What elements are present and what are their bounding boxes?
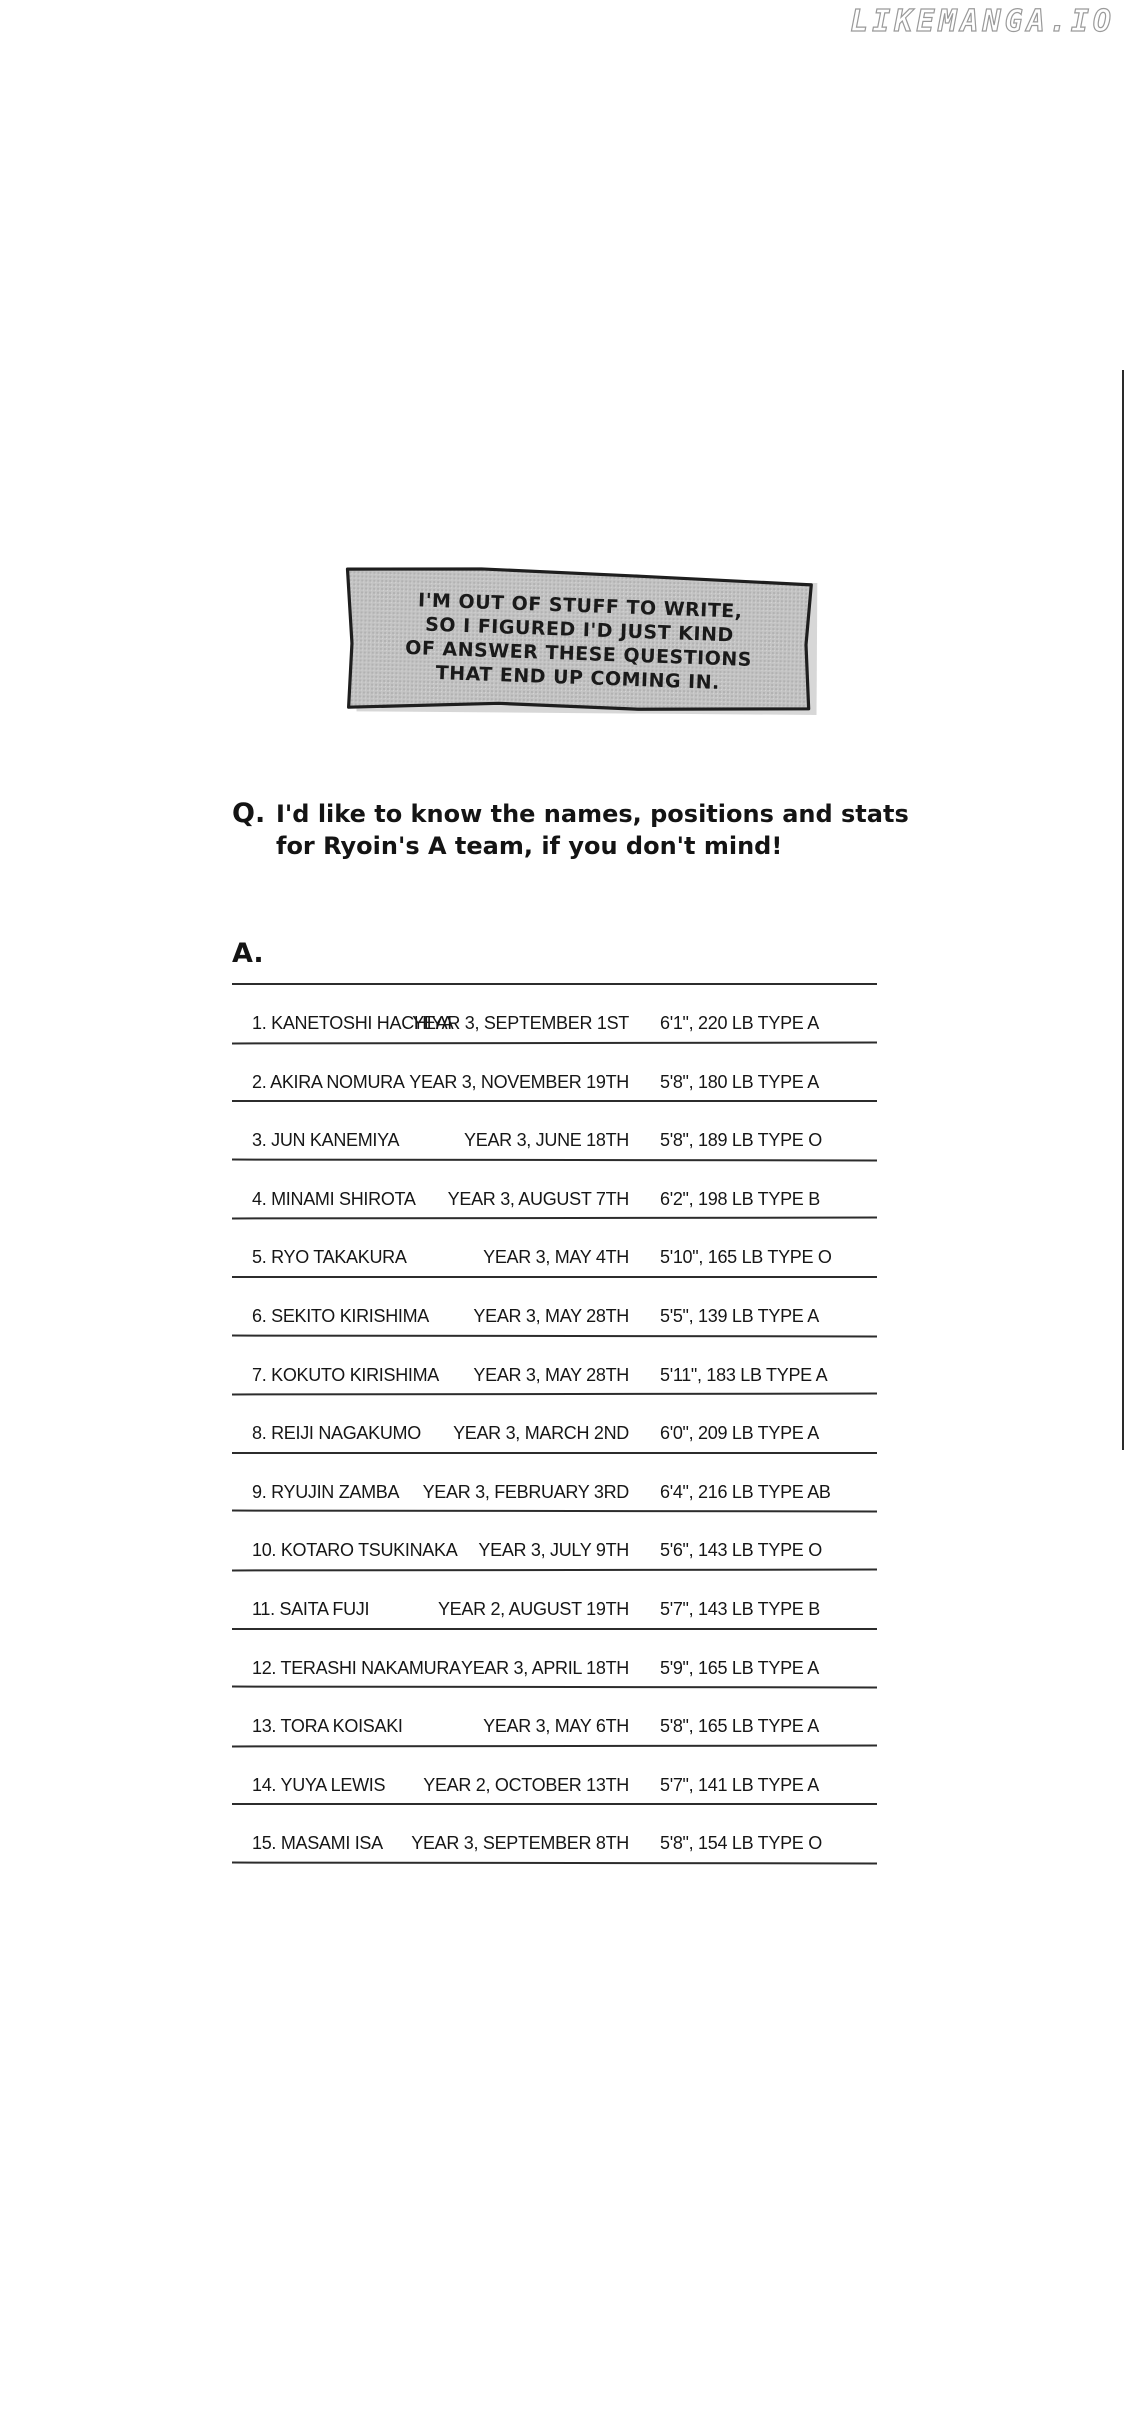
player-name: 6. SEKITO KIRISHIMA <box>252 1306 430 1326</box>
player-stats: 6'0", 209 LB TYPE A <box>660 1423 819 1444</box>
player-birthday: YEAR 3, MAY 6TH <box>483 1716 629 1737</box>
player-stats: 6'2", 198 LB TYPE B <box>660 1188 820 1209</box>
answer-mark-label: A. <box>232 938 264 969</box>
roster-row <box>232 1393 877 1451</box>
player-birthday: YEAR 3, MAY 28TH <box>473 1364 629 1385</box>
player-birthday: YEAR 3, JUNE 18TH <box>464 1130 629 1151</box>
player-name: 1. KANETOSHI HACHIYA <box>252 1013 454 1033</box>
note-line: I'M OUT OF STUFF TO WRITE, <box>417 589 743 623</box>
player-birthday: YEAR 3, SEPTEMBER 1ST <box>412 1013 629 1033</box>
roster-divider <box>232 1862 877 1865</box>
player-name: 15. MASAMI ISA <box>252 1833 383 1854</box>
player-birthday: YEAR 2, AUGUST 19TH <box>437 1599 629 1619</box>
roster-row <box>232 1100 877 1158</box>
player-name: 2. AKIRA NOMURA <box>252 1071 405 1092</box>
question-mark-label: Q. <box>232 798 266 829</box>
roster-row <box>232 1686 877 1744</box>
player-stats: 5'11", 183 LB TYPE A <box>660 1364 828 1385</box>
roster-row <box>232 1335 877 1393</box>
player-stats: 5'9", 165 LB TYPE A <box>660 1657 819 1678</box>
player-name: 10. KOTARO TSUKINAKA <box>252 1540 458 1561</box>
player-birthday: YEAR 3, APRIL 18TH <box>460 1657 629 1678</box>
player-name: 14. YUYA LEWIS <box>252 1774 386 1795</box>
roster-row <box>232 983 877 1041</box>
player-name: 7. KOKUTO KIRISHIMA <box>252 1364 440 1385</box>
player-stats: 5'6", 143 LB TYPE O <box>660 1540 822 1561</box>
roster-row <box>232 1745 877 1803</box>
roster-row <box>232 1452 877 1510</box>
player-birthday: YEAR 3, AUGUST 7TH <box>447 1188 629 1209</box>
player-name: 11. SAITA FUJI <box>252 1599 370 1619</box>
player-name: 13. TORA KOISAKI <box>252 1716 403 1737</box>
player-stats: 5'7", 141 LB TYPE A <box>660 1774 819 1795</box>
page-edge-divider <box>1122 370 1124 1450</box>
player-name: 12. TERASHI NAKAMURA <box>252 1657 461 1678</box>
player-name: 9. RYUJIN ZAMBA <box>252 1481 400 1502</box>
author-note-text <box>338 586 819 699</box>
roster-row <box>232 1042 877 1100</box>
player-name: 4. MINAMI SHIROTA <box>252 1188 416 1209</box>
player-stats: 5'7", 143 LB TYPE B <box>660 1599 820 1619</box>
player-name: 8. REIJI NAGAKUMO <box>252 1423 421 1444</box>
player-stats: 5'8", 165 LB TYPE A <box>660 1716 819 1737</box>
note-line: OF ANSWER THESE QUESTIONS <box>404 636 753 672</box>
question-line: I'd like to know the names, positions and stats <box>276 800 909 828</box>
player-name: 5. RYO TAKAKURA <box>252 1247 407 1268</box>
note-line: SO I FIGURED I'D JUST KIND <box>424 613 735 647</box>
player-birthday: YEAR 3, MAY 4TH <box>483 1247 629 1268</box>
player-birthday: YEAR 3, MAY 28TH <box>473 1306 629 1326</box>
player-stats: 5'8", 154 LB TYPE O <box>660 1833 822 1854</box>
roster-row <box>232 1510 877 1568</box>
player-stats: 5'5", 139 LB TYPE A <box>660 1306 819 1326</box>
player-birthday: YEAR 3, JULY 9TH <box>478 1540 629 1561</box>
player-birthday: YEAR 3, SEPTEMBER 8TH <box>411 1833 629 1854</box>
roster-row <box>232 1276 877 1334</box>
roster-row <box>232 1628 877 1686</box>
roster-row <box>232 1803 877 1861</box>
player-birthday: YEAR 3, MARCH 2ND <box>453 1423 629 1444</box>
player-stats: 6'1", 220 LB TYPE A <box>660 1013 819 1033</box>
player-stats: 5'8", 189 LB TYPE O <box>660 1130 822 1151</box>
player-birthday: YEAR 2, OCTOBER 13TH <box>423 1774 629 1795</box>
note-line: THAT END UP COMING IN. <box>435 662 721 694</box>
site-watermark: LIKEMANGA.IO <box>850 4 1115 39</box>
player-stats: 6'4", 216 LB TYPE AB <box>660 1481 831 1502</box>
player-birthday: YEAR 3, NOVEMBER 19TH <box>409 1071 629 1092</box>
roster-row <box>232 1217 877 1275</box>
roster-row <box>232 1159 877 1217</box>
player-name: 3. JUN KANEMIYA <box>252 1130 400 1151</box>
roster-row <box>232 1569 877 1627</box>
question-line: for Ryoin's A team, if you don't mind! <box>276 832 783 860</box>
player-stats: 5'10", 165 LB TYPE O <box>660 1247 832 1268</box>
player-stats: 5'8", 180 LB TYPE A <box>660 1071 819 1092</box>
player-birthday: YEAR 3, FEBRUARY 3RD <box>422 1481 629 1502</box>
author-note-box <box>338 563 819 723</box>
